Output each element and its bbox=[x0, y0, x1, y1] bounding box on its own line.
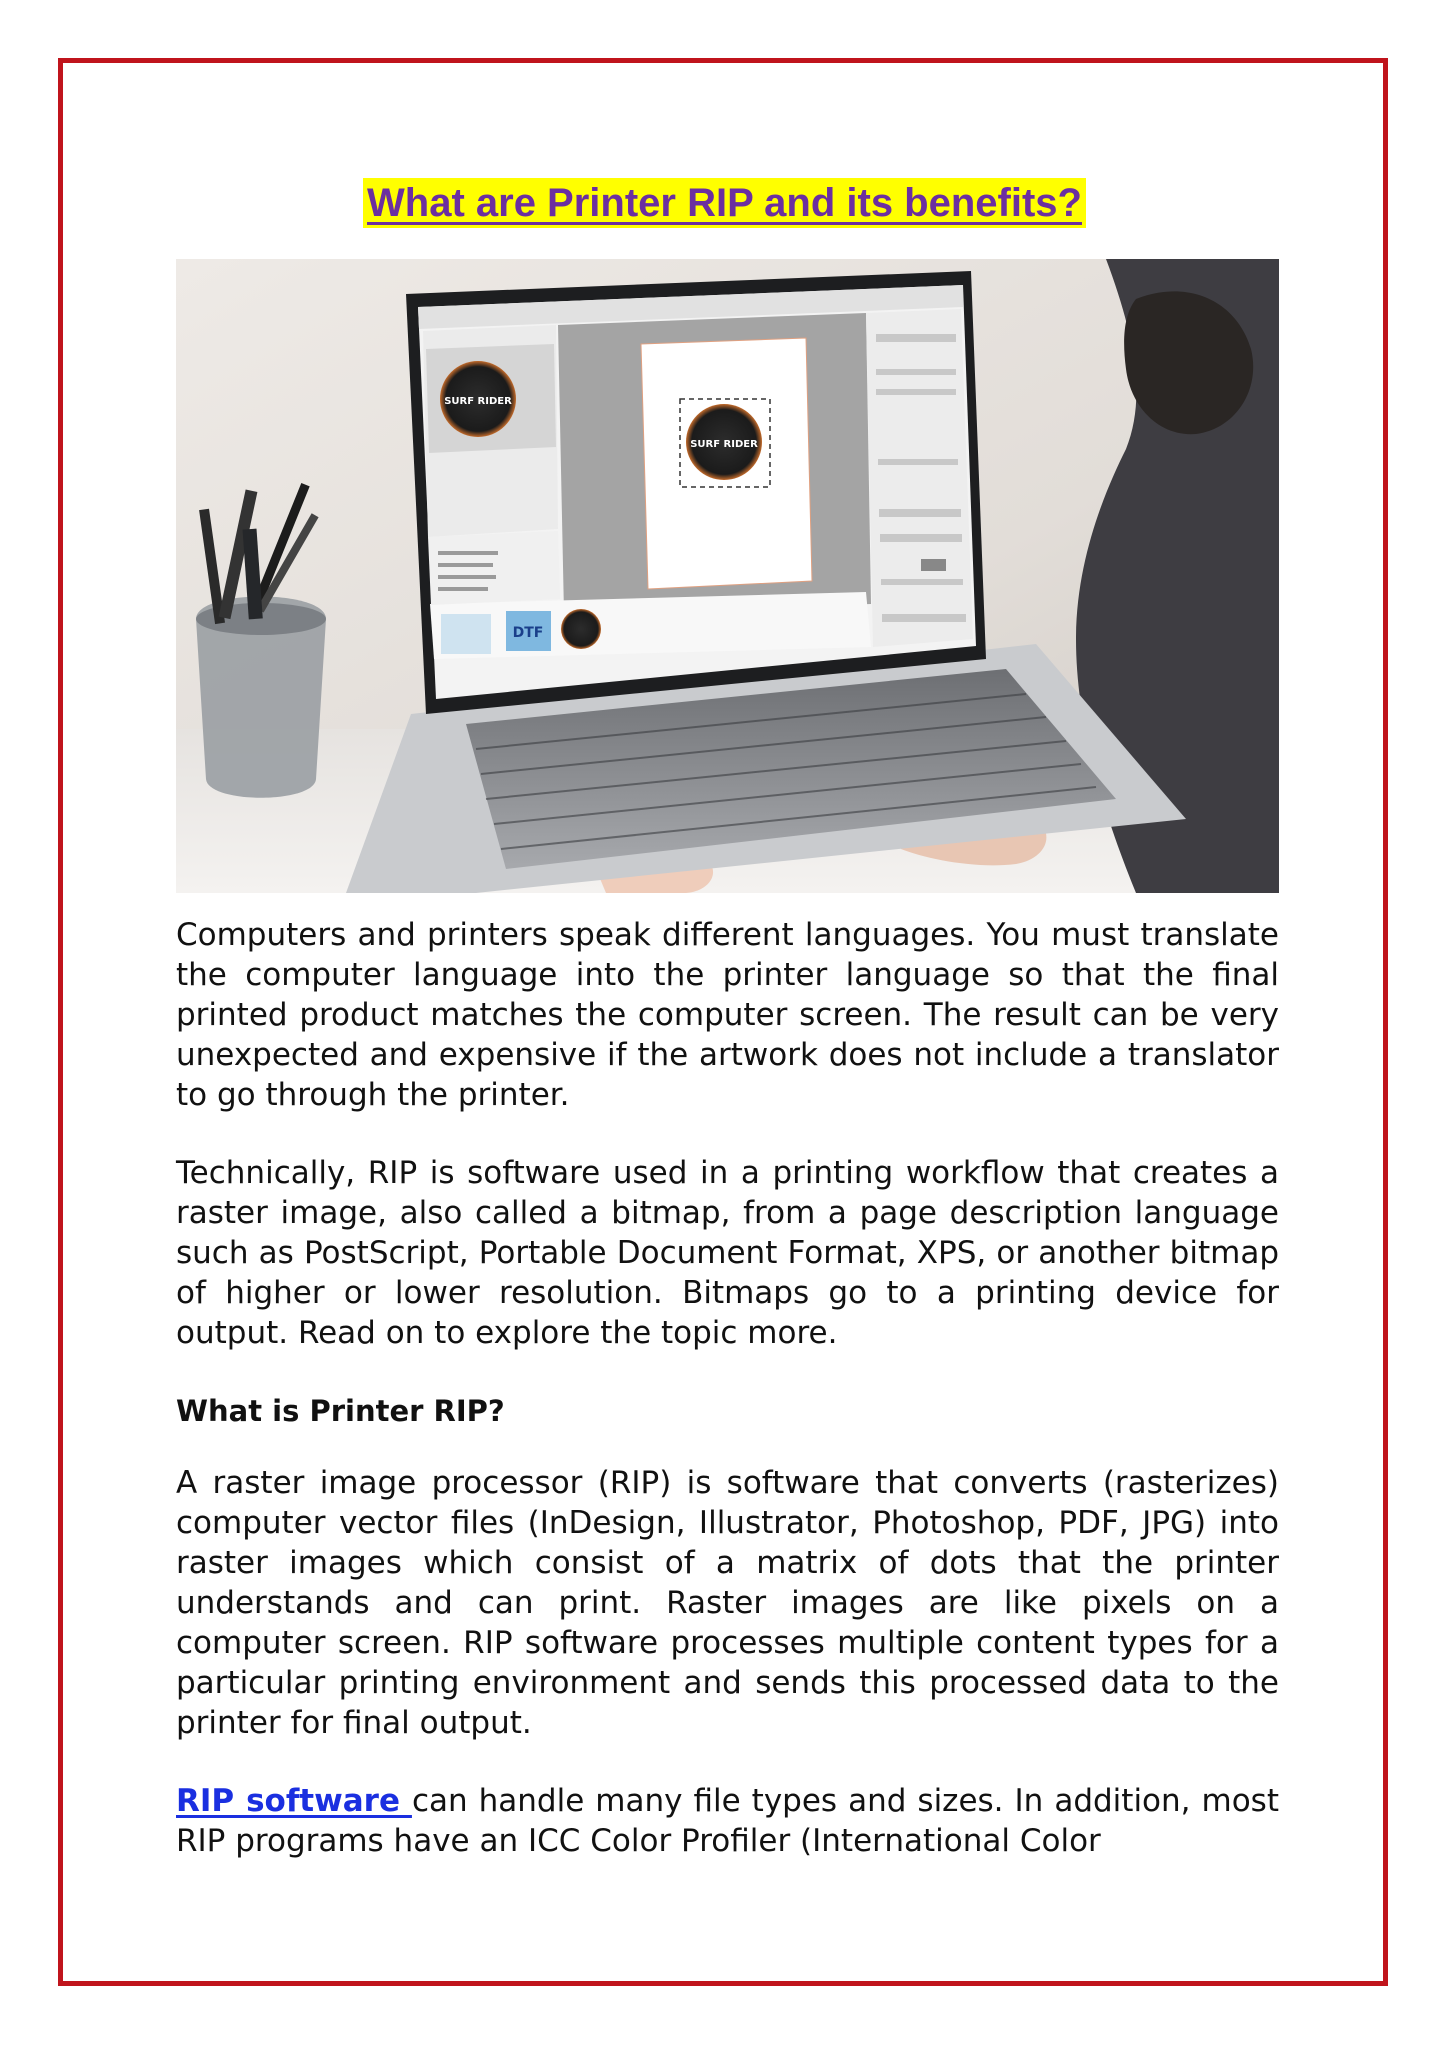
intro-paragraph-2: Technically, RIP is software used in a printing workflow that creates a raster image, also called a bitmap, from a page description language such as PostScript, Portable Document Format, XPS, or another bitmap of higher or lower resolution. Bitmaps go to a printing device for output. Read on to explore the topic more. bbox=[176, 1155, 1279, 1351]
hero-image bbox=[176, 259, 1279, 893]
intro-paragraph-1: Computers and printers speak different languages. You must translate the computer language into the printer language so that the final printed product matches the computer screen. The result can be very unexpected and expensive if the artwork does not include a translator to go through the printer. bbox=[176, 917, 1279, 1113]
logo-text-center: SURF RIDER bbox=[690, 439, 758, 450]
section-paragraph: A raster image processor (RIP) is software that converts (rasterizes) computer vector files (InDesign, Illustrator, Photoshop, PDF, JPG) into raster images which consist of a matrix of dots that the printer understands and can print. Raster images are like pixels on a computer screen. RIP software processes multiple content types for a particular printing environment and sends this processed data to the printer for final output. bbox=[176, 1465, 1279, 1741]
title-container bbox=[0, 178, 1449, 228]
section-heading: What is Printer RIP? bbox=[176, 1394, 505, 1428]
article-body bbox=[176, 915, 1279, 1899]
laptop-photo bbox=[176, 259, 1279, 893]
logo-text-left: SURF RIDER bbox=[444, 396, 512, 407]
thumb-label: DTF bbox=[512, 625, 544, 641]
final-paragraph bbox=[176, 1781, 1279, 1861]
final-paragraph-text: can handle many file types and sizes. In addition, most RIP programs have an ICC Color Profiler (International Color bbox=[176, 1783, 1279, 1859]
rip-software-link[interactable]: RIP software bbox=[176, 1783, 412, 1819]
page-title: What are Printer RIP and its benefits? bbox=[363, 178, 1086, 228]
